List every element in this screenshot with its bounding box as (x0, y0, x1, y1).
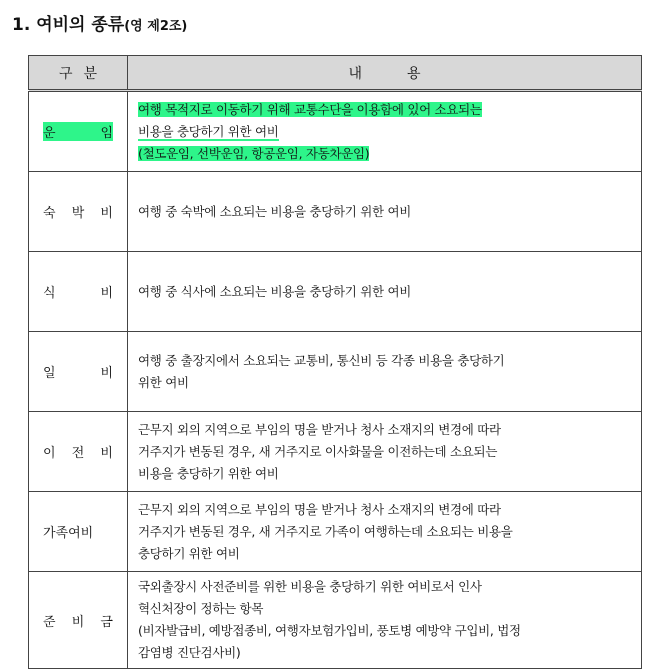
row-content: 근무지 외의 지역으로 부임의 명을 받거나 청사 소재지의 변경에 따라 거주지가 변동된 경우, 새 거주지로 이사화물을 이전하는데 소요되는 비용을 충당하기 위한 여비 (128, 412, 642, 492)
table-row (29, 332, 642, 412)
row-category: 일 비 (29, 332, 128, 412)
travel-expense-types-table (28, 55, 642, 669)
row-category: 준 비 금 (29, 572, 128, 669)
section-title-reference: (영 제2조) (124, 19, 188, 34)
table-row (29, 252, 642, 332)
table-row (29, 172, 642, 252)
table-row (29, 412, 642, 492)
row-content: 여행 중 출장지에서 소요되는 교통비, 통신비 등 각종 비용을 충당하기 위한 여비 (128, 332, 642, 412)
table-header-row (29, 56, 642, 91)
row-category: 숙 박 비 (29, 172, 128, 252)
row-category: 운 임 (29, 91, 128, 172)
row-category: 이 전 비 (29, 412, 128, 492)
header-content: 내 용 (128, 56, 642, 91)
table-row (29, 572, 642, 669)
row-category: 식 비 (29, 252, 128, 332)
row-content: 근무지 외의 지역으로 부임의 명을 받거나 청사 소재지의 변경에 따라 거주지가 변동된 경우, 새 거주지로 가족이 여행하는데 소요되는 비용을 충당하기 위한 여비 (128, 492, 642, 572)
table-row (29, 91, 642, 172)
row-category: 가족여비 (29, 492, 128, 572)
section-title (12, 10, 187, 35)
header-category: 구 분 (29, 56, 128, 91)
row-content: 여행 중 식사에 소요되는 비용을 충당하기 위한 여비 (128, 252, 642, 332)
row-content: 국외출장시 사전준비를 위한 비용을 충당하기 위한 여비로서 인사 혁신처장이 정하는 항목 (비자발급비, 예방접종비, 여행자보험가입비, 풍토병 예방약 구입비, 법정 감염병 진단검사비) (128, 572, 642, 669)
section-title-main: 1. 여비의 종류 (12, 15, 125, 35)
row-content: 여행 중 숙박에 소요되는 비용을 충당하기 위한 여비 (128, 172, 642, 252)
row-content: 여행 목적지로 이동하기 위해 교통수단을 이용함에 있어 소요되는 비용을 충당하기 위한 여비 (철도운임, 선박운임, 항공운임, 자동차운임) (128, 91, 642, 172)
